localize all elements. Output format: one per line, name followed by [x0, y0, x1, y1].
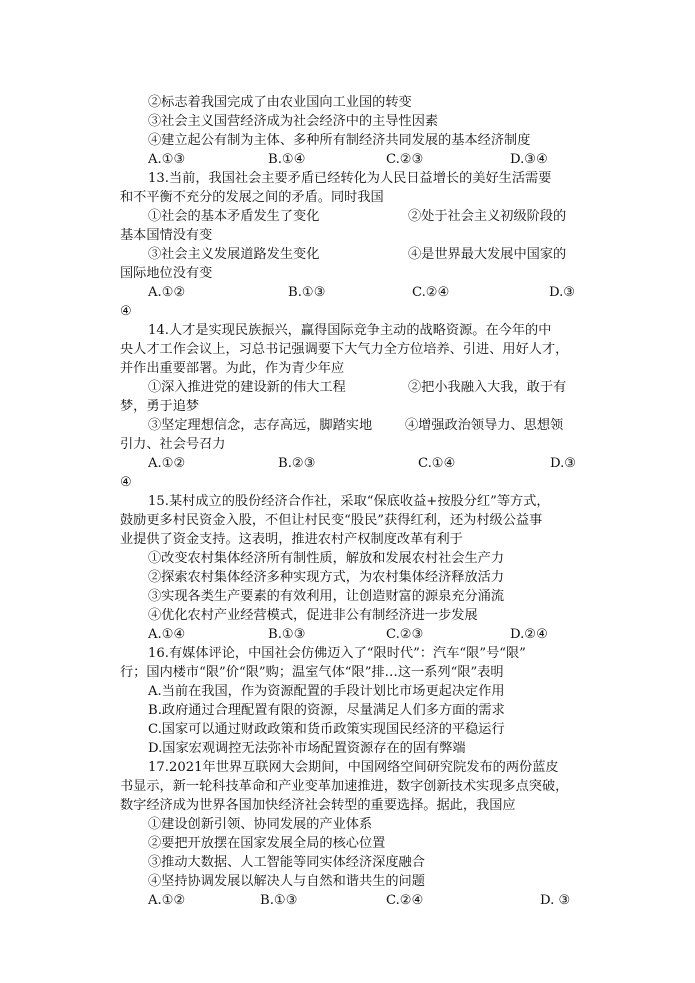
text-line: ④	[120, 304, 132, 319]
text-line: ②要把开放摆在国家发展全局的核心位置	[148, 836, 386, 851]
option-b: B.②③	[278, 456, 316, 471]
text-line: ③坚定理想信念，志存高远，脚踏实地	[148, 418, 373, 433]
text-line: ②探索农村集体经济多种实现方式，为农村集体经济释放活力	[148, 570, 505, 585]
text-line: ④是世界最大发展中国家的	[408, 247, 567, 262]
text-line: 并作出重要部署。为此，作为青少年应	[120, 361, 345, 376]
text-line: ②标志着我国完成了由农业国向工业国的转变	[148, 95, 412, 110]
text-line: ②处于社会主义初级阶段的	[408, 209, 567, 224]
option-d: D.②④	[510, 627, 548, 642]
option-a: A.①④	[148, 627, 186, 642]
text-line: 鼓励更多村民资金入股，不但让村民变“股民”获得红利，还为村级公益事	[120, 513, 543, 528]
text-line: ①建设创新引领、协同发展的产业体系	[148, 817, 373, 832]
text-line: ③推动大数据、人工智能等同实体经济深度融合	[148, 855, 425, 870]
text-line: 数字经济成为世界各国加快经济社会转型的重要选择。据此，我国应	[120, 798, 516, 813]
option-b: B.①③	[288, 285, 326, 300]
text-line: ③社会主义国营经济成为社会经济中的主导性因素	[148, 114, 439, 129]
question-14-stem: 14.人才是实现民族振兴，赢得国际竞争主动的战略资源。在今年的中	[148, 323, 552, 338]
text-line: 和不平衡不充分的发展之间的矛盾。同时我国	[120, 190, 384, 205]
text-line: 行；国内楼市“限”价“限”购；温室气体“限”排…这一系列“限”表明	[120, 665, 504, 680]
text-line: ④建立起公有制为主体、多种所有制经济共同发展的基本经济制度	[148, 133, 531, 148]
question-17-stem: 17.2021年世界互联网大会期间，中国网络空间研究院发布的两份蓝皮	[148, 760, 559, 775]
text-line: ③实现各类生产要素的有效利用，让创造财富的源泉充分涌流	[148, 589, 505, 604]
text-line: 书显示，新一轮科技革命和产业变革加速推进，数字创新技术实现多点突破，	[120, 779, 569, 794]
option-a: A.①③	[148, 152, 186, 167]
question-16-stem: 16.有媒体评论，中国社会仿佛迈入了“限时代”：汽车“限”号“限”	[148, 646, 526, 661]
option-a: A.①②	[148, 893, 186, 908]
option-c: C.②③	[386, 152, 424, 167]
question-15-stem: 15.某村成立的股份经济合作社，采取“保底收益+按股分红”等方式，	[148, 494, 550, 509]
option-b: B.政府通过合理配置有限的资源，尽量满足人们多方面的需求	[148, 703, 505, 718]
option-c: C.②③	[386, 627, 424, 642]
text-line: 引力、社会号召力	[120, 437, 226, 452]
text-line: ④坚持协调发展以解决人与自然和谐共生的问题	[148, 874, 425, 889]
option-d: D.③	[549, 285, 576, 300]
text-line: ③社会主义发展道路发生变化	[148, 247, 320, 262]
option-a: A.①②	[148, 456, 186, 471]
option-d: D. ③	[540, 893, 571, 908]
option-b: B.①③	[268, 627, 306, 642]
option-c: C.②④	[386, 893, 424, 908]
text-line: ④优化农村产业经营模式，促进非公有制经济进一步发展	[148, 608, 478, 623]
text-line: ④增强政治领导力、思想领	[405, 418, 564, 433]
option-a: A.①②	[148, 285, 186, 300]
text-line: 央人才工作会议上，习总书记强调要下大气力全方位培养、引进、用好人才，	[120, 342, 569, 357]
option-a: A.当前在我国，作为资源配置的手段计划比市场更起决定作用	[148, 684, 505, 699]
option-c: C.①④	[418, 456, 456, 471]
option-d: D.③	[550, 456, 577, 471]
text-line: 业提供了资金支持。这表明，推进农村产权制度改革有利于	[120, 532, 463, 547]
option-d: D.国家宏观调控无法弥补市场配置资源存在的固有弊端	[148, 741, 466, 756]
option-d: D.③④	[510, 152, 548, 167]
text-line: ①改变农村集体经济所有制性质，解放和发展农村社会生产力	[148, 551, 505, 566]
option-b: B.①③	[260, 893, 298, 908]
option-b: B.①④	[268, 152, 306, 167]
text-line: ④	[120, 475, 132, 490]
text-line: ①深入推进党的建设新的伟大工程	[148, 380, 346, 395]
text-line: 基本国情没有变	[120, 228, 213, 243]
option-c: C.国家可以通过财政政策和货币政策实现国民经济的平稳运行	[148, 722, 505, 737]
option-c: C.②④	[412, 285, 450, 300]
text-line: ②把小我融入大我，敢于有	[408, 380, 567, 395]
question-13-stem: 13.当前，我国社会主要矛盾已经转化为人民日益增长的美好生活需要	[148, 171, 552, 186]
text-line: 国际地位没有变	[120, 266, 213, 281]
text-line: ①社会的基本矛盾发生了变化	[148, 209, 320, 224]
text-line: 梦，勇于追梦	[120, 399, 200, 414]
